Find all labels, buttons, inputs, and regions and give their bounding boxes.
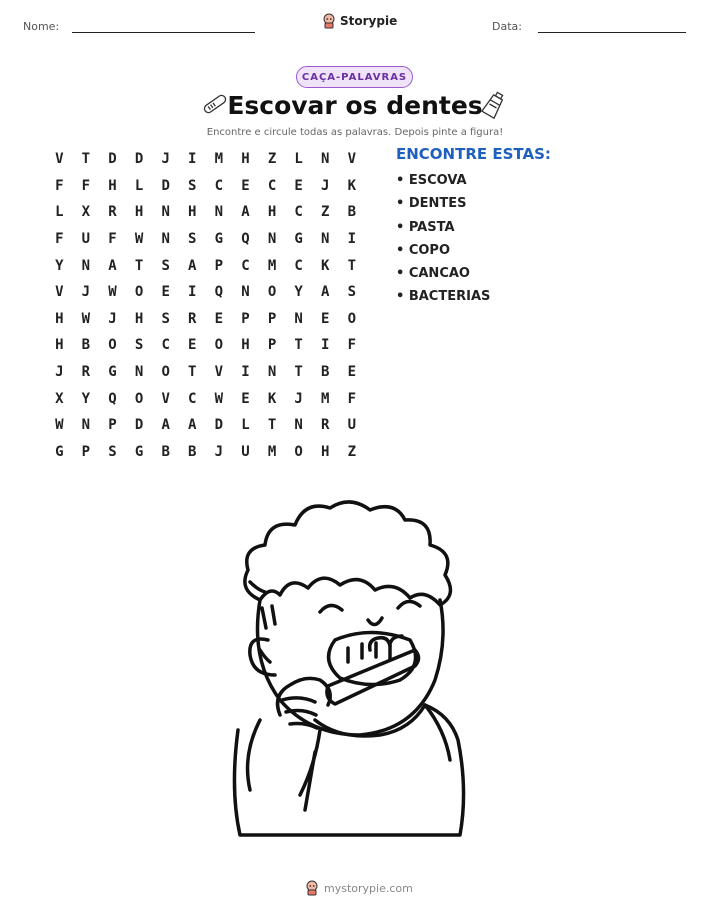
word-search-grid[interactable] [46, 146, 365, 465]
grid-cell[interactable]: H [241, 151, 250, 168]
grid-cell[interactable]: F [108, 231, 117, 248]
brand-name: Storypie [340, 14, 398, 28]
grid-cell[interactable]: A [188, 417, 197, 434]
grid-cell[interactable]: C [294, 257, 303, 274]
grid-cell[interactable]: R [81, 364, 91, 381]
grid-cell[interactable]: G [294, 231, 303, 248]
word-item: • PASTA [396, 219, 455, 235]
grid-cell[interactable]: W [134, 231, 144, 248]
grid-cell[interactable]: T [134, 257, 144, 274]
grid-cell[interactable]: S [188, 177, 197, 194]
grid-cell[interactable]: V [214, 364, 224, 381]
word-item: • ESCOVA [396, 173, 467, 188]
grid-cell[interactable]: Y [294, 284, 303, 301]
word-list-heading: ENCONTRE ESTAS: [396, 145, 551, 163]
grid-cell[interactable]: N [267, 231, 277, 248]
grid-cell[interactable]: A [241, 204, 250, 221]
grid-cell[interactable]: E [161, 284, 170, 301]
grid-cell[interactable]: O [108, 337, 117, 354]
grid-cell[interactable]: N [161, 204, 170, 221]
grid-cell[interactable]: O [161, 364, 170, 381]
grid-cell[interactable]: M [267, 443, 277, 460]
name-label: Nome: [23, 20, 60, 33]
grid-cell[interactable]: L [134, 177, 144, 194]
grid-cell[interactable]: F [347, 390, 357, 407]
toothpaste-icon [478, 90, 508, 122]
grid-cell[interactable]: R [321, 417, 330, 434]
grid-cell[interactable]: E [347, 364, 357, 381]
grid-cell[interactable]: X [55, 390, 64, 407]
grid-cell[interactable]: U [347, 417, 357, 434]
grid-cell[interactable]: S [134, 337, 144, 354]
grid-cell[interactable]: L [241, 417, 250, 434]
grid-cell[interactable]: P [214, 257, 224, 274]
grid-cell[interactable]: V [55, 151, 64, 168]
grid-cell[interactable]: E [241, 390, 250, 407]
grid-cell[interactable]: A [108, 257, 117, 274]
grid-cell[interactable]: K [347, 177, 357, 194]
grid-cell[interactable]: P [241, 310, 250, 327]
word-list [396, 171, 490, 311]
word-item: • COPO [396, 242, 451, 258]
grid-cell[interactable]: O [294, 443, 303, 460]
grid-cell[interactable]: D [108, 151, 117, 168]
grid-cell[interactable]: M [267, 257, 277, 274]
grid-cell[interactable]: P [267, 337, 277, 354]
instructions: Encontre e circule todas as palavras. Depois pinte a figura! [206, 127, 504, 138]
grid-cell[interactable]: I [321, 337, 330, 354]
grid-cell[interactable]: R [188, 310, 197, 327]
grid-cell[interactable]: G [55, 443, 64, 460]
grid-cell[interactable]: V [161, 390, 170, 407]
grid-cell[interactable]: N [294, 417, 303, 434]
grid-cell[interactable]: F [55, 177, 64, 194]
grid-cell[interactable]: D [214, 417, 224, 434]
grid-cell[interactable]: K [321, 257, 330, 274]
grid-cell[interactable]: I [347, 231, 357, 248]
grid-cell[interactable]: B [347, 204, 357, 221]
brand [322, 13, 397, 29]
grid-cell[interactable]: B [188, 443, 197, 460]
grid-cell[interactable]: Y [81, 390, 91, 407]
word-item: • BACTERIAS [396, 289, 491, 305]
grid-cell[interactable]: N [81, 417, 91, 434]
grid-cell[interactable]: Q [108, 390, 117, 407]
grid-cell[interactable]: U [241, 443, 250, 460]
grid-cell[interactable]: J [214, 443, 224, 460]
grid-cell[interactable]: E [241, 177, 250, 194]
grid-cell[interactable]: H [188, 204, 197, 221]
grid-cell[interactable]: F [347, 337, 357, 354]
grid-cell[interactable]: I [241, 364, 250, 381]
grid-cell[interactable]: J [161, 151, 170, 168]
grid-cell[interactable]: H [241, 337, 250, 354]
grid-cell[interactable]: P [108, 417, 117, 434]
grid-cell[interactable]: M [214, 151, 224, 168]
grid-cell[interactable]: N [294, 310, 303, 327]
grid-cell[interactable]: H [321, 443, 330, 460]
grid-cell[interactable]: H [134, 204, 144, 221]
grid-cell[interactable]: O [134, 390, 144, 407]
page-title: Escovar os dentes [227, 91, 483, 120]
grid-cell[interactable]: W [81, 310, 91, 327]
footer-url[interactable]: mystorypie.com [324, 881, 413, 895]
storypie-logo-icon [322, 13, 336, 29]
grid-cell[interactable]: C [214, 177, 224, 194]
grid-cell[interactable]: W [55, 417, 64, 434]
grid-cell[interactable]: N [214, 204, 224, 221]
grid-cell[interactable]: S [188, 231, 197, 248]
grid-cell[interactable]: A [161, 417, 170, 434]
grid-cell[interactable]: C [241, 257, 250, 274]
grid-cell[interactable]: E [321, 310, 330, 327]
grid-cell[interactable]: B [161, 443, 170, 460]
grid-cell[interactable]: Q [214, 284, 224, 301]
grid-cell[interactable]: Z [267, 151, 277, 168]
grid-cell[interactable]: Z [347, 443, 357, 460]
grid-cell[interactable]: T [81, 151, 91, 168]
grid-cell[interactable]: O [347, 310, 357, 327]
grid-cell[interactable]: N [81, 257, 91, 274]
grid-cell[interactable]: A [188, 257, 197, 274]
grid-cell[interactable]: H [55, 310, 64, 327]
grid-cell[interactable]: D [161, 177, 170, 194]
grid-cell[interactable]: W [214, 390, 224, 407]
grid-cell[interactable]: B [321, 364, 330, 381]
grid-cell[interactable]: S [161, 257, 170, 274]
grid-cell[interactable]: F [55, 231, 64, 248]
footer [305, 880, 413, 896]
grid-cell[interactable]: H [108, 177, 117, 194]
grid-cell[interactable]: L [294, 151, 303, 168]
grid-cell[interactable]: Y [55, 257, 64, 274]
grid-cell[interactable]: T [267, 417, 277, 434]
grid-cell[interactable]: N [321, 151, 330, 168]
name-line[interactable] [72, 32, 255, 33]
grid-cell[interactable]: K [267, 390, 277, 407]
grid-cell[interactable]: H [55, 337, 64, 354]
grid-cell[interactable]: B [81, 337, 91, 354]
grid-cell[interactable]: R [108, 204, 117, 221]
grid-cell[interactable]: N [267, 364, 277, 381]
grid-cell[interactable]: H [134, 310, 144, 327]
grid-cell[interactable]: E [294, 177, 303, 194]
grid-cell[interactable]: N [321, 231, 330, 248]
grid-cell[interactable]: N [161, 231, 170, 248]
grid-cell[interactable]: L [55, 204, 64, 221]
word-item: • CANCAO [396, 266, 470, 282]
grid-cell[interactable]: T [294, 337, 303, 354]
boy-brushing-teeth-illustration[interactable] [220, 490, 470, 850]
date-line[interactable] [538, 32, 686, 33]
grid-cell[interactable]: C [161, 337, 170, 354]
grid-cell[interactable]: J [294, 390, 303, 407]
grid-cell[interactable]: S [347, 284, 357, 301]
grid-cell[interactable]: J [81, 284, 91, 301]
grid-cell[interactable]: F [81, 177, 91, 194]
grid-cell[interactable]: G [134, 443, 144, 460]
grid-cell[interactable]: W [108, 284, 117, 301]
grid-cell[interactable]: N [134, 364, 144, 381]
grid-cell[interactable]: P [81, 443, 91, 460]
grid-cell[interactable]: C [188, 390, 197, 407]
grid-cell[interactable]: G [108, 364, 117, 381]
grid-cell[interactable]: C [294, 204, 303, 221]
grid-cell[interactable]: E [188, 337, 197, 354]
grid-cell[interactable]: T [188, 364, 197, 381]
grid-cell[interactable]: S [161, 310, 170, 327]
grid-cell[interactable]: J [108, 310, 117, 327]
category-badge: CAÇA-PALAVRAS [296, 66, 413, 88]
grid-cell[interactable]: D [134, 151, 144, 168]
grid-cell[interactable]: I [188, 284, 197, 301]
grid-cell[interactable]: X [81, 204, 91, 221]
grid-cell[interactable]: T [294, 364, 303, 381]
grid-cell[interactable]: V [347, 151, 357, 168]
grid-cell[interactable]: J [321, 177, 330, 194]
grid-cell[interactable]: E [214, 310, 224, 327]
grid-cell[interactable]: M [321, 390, 330, 407]
grid-cell[interactable]: I [188, 151, 197, 168]
grid-cell[interactable]: Z [321, 204, 330, 221]
grid-cell[interactable]: O [134, 284, 144, 301]
grid-cell[interactable]: C [267, 177, 277, 194]
grid-cell[interactable]: A [321, 284, 330, 301]
grid-cell[interactable]: H [267, 204, 277, 221]
grid-cell[interactable]: J [55, 364, 64, 381]
word-item: • DENTES [396, 196, 467, 212]
grid-cell[interactable]: O [214, 337, 224, 354]
storypie-logo-icon [305, 880, 319, 896]
grid-cell[interactable]: Q [241, 231, 250, 248]
grid-cell[interactable]: T [347, 257, 357, 274]
grid-cell[interactable]: G [214, 231, 224, 248]
grid-cell[interactable]: S [108, 443, 117, 460]
grid-cell[interactable]: V [55, 284, 64, 301]
date-label: Data: [492, 20, 522, 33]
grid-cell[interactable]: D [134, 417, 144, 434]
grid-cell[interactable]: P [267, 310, 277, 327]
grid-cell[interactable]: O [267, 284, 277, 301]
grid-cell[interactable]: N [241, 284, 250, 301]
grid-cell[interactable]: U [81, 231, 91, 248]
